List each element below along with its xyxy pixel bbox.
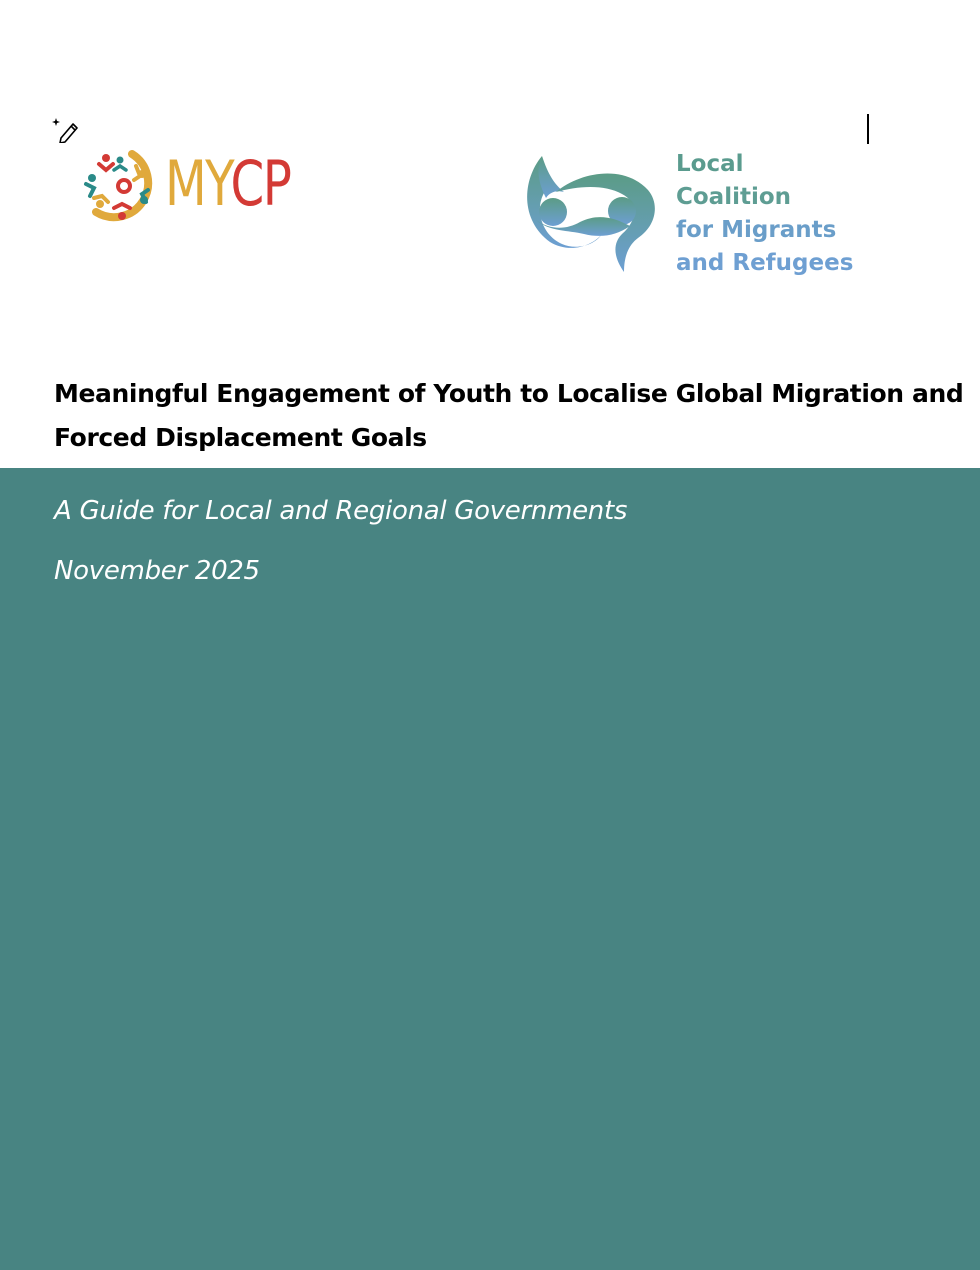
- mycp-letter-c: C: [230, 147, 263, 220]
- mycp-letter-m: M: [165, 147, 206, 220]
- lcmr-line-for-migrants: for Migrants: [676, 217, 837, 243]
- mycp-wordmark: [165, 144, 290, 224]
- lcmr-line-and-refugees: and Refugees: [676, 250, 854, 276]
- mycp-letter-y: Y: [205, 147, 231, 220]
- document-title: Meaningful Engagement of Youth to Localise Global Migration and Forced Displacement Goals: [54, 379, 964, 452]
- lcmr-line-coalition: Coalition: [676, 184, 792, 210]
- cover-band: [0, 468, 980, 1270]
- publication-date: November 2025: [54, 556, 260, 586]
- lcmr-emblem: [520, 150, 660, 272]
- lcmr-wordmark: [676, 148, 853, 280]
- document-subtitle: A Guide for Local and Regional Governments: [54, 496, 628, 526]
- lcmr-line-local: Local: [676, 151, 744, 177]
- mycp-emblem: [82, 146, 166, 228]
- mycp-letter-p: P: [262, 147, 291, 220]
- mycp-logo: [82, 146, 307, 228]
- magic-pen-icon[interactable]: [52, 115, 80, 143]
- lcmr-logo: [520, 148, 860, 278]
- text-cursor: [867, 114, 869, 144]
